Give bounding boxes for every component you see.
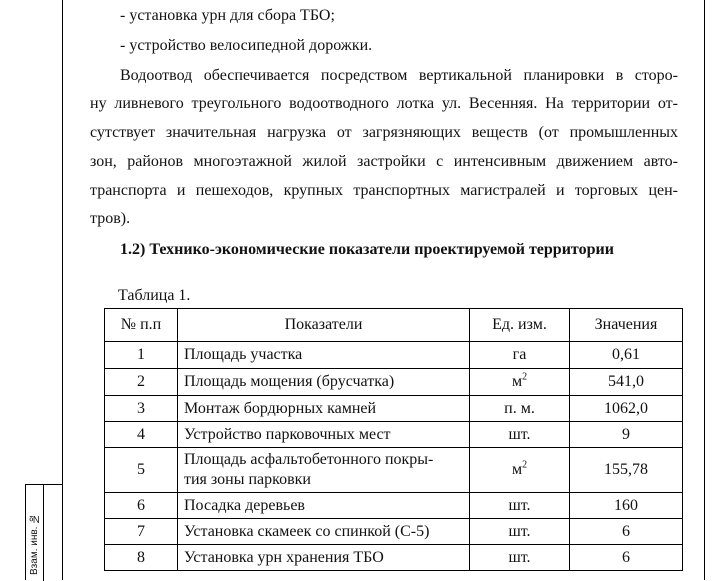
indicator-line: Площадь асфальтобетонного покры- [184,451,434,468]
row-unit: шт. [470,493,570,519]
row-value: 9 [570,422,683,448]
unit-text: м [511,373,523,390]
row-indicator: Монтаж бордюрных камней [178,396,470,422]
paragraph-line: Водоотвод обеспечивается посредством вертикальной планировки в сторо- [120,67,678,84]
table-row [105,342,683,369]
unit-text: м [511,461,523,478]
row-number: 7 [105,519,178,545]
row-indicator: Посадка деревьев [178,493,470,519]
bullet-line: - установка урн для сбора ТБО; [120,7,335,24]
row-value: 541,0 [570,369,683,396]
row-unit: га [470,342,570,369]
row-number: 4 [105,422,178,448]
table-row [105,545,683,571]
table-caption: Таблица 1. [118,287,191,304]
stamp-label: Взам. инв. № [29,512,40,575]
row-value: 6 [570,519,683,545]
paragraph-line: зон, районов многоэтажной жилой застройки с интенсивным движением авто- [90,153,678,170]
table-row [105,422,683,448]
row-indicator: Площадь мощения (брусчатка) [178,369,470,396]
paragraph-line: сутствует значительная нагрузка от загрязняющих веществ (от промышленных [90,124,678,141]
row-unit: шт. [470,519,570,545]
bullet-line: - устройство велосипедной дорожки. [120,37,373,54]
row-number: 2 [105,369,178,396]
table-header-row [105,309,683,342]
paragraph-line: транспорта и пешеходов, крупных транспортных магистралей и торговых цен- [90,182,678,199]
row-indicator: Площадь участка [178,342,470,369]
page-frame-right [704,0,705,580]
row-value: 0,61 [570,342,683,369]
row-value: 160 [570,493,683,519]
section-heading: 1.2) Технико-экономические показатели проектируемой территории [120,241,614,258]
row-unit: шт. [470,422,570,448]
row-unit [470,369,570,396]
header-cell-unit: Ед. изм. [470,309,570,342]
title-block-column [25,484,62,580]
row-unit [470,448,570,493]
indicator-line: тия зоны парковки [184,471,311,488]
row-number: 3 [105,396,178,422]
indicators-table [104,308,683,571]
row-value: 155,78 [570,448,683,493]
table-row [105,519,683,545]
row-unit: п. м. [470,396,570,422]
row-indicator: Устройство парковочных мест [178,422,470,448]
row-indicator: Установка скамеек со спинкой (С-5) [178,519,470,545]
row-indicator: Установка урн хранения ТБО [178,545,470,571]
header-cell-value: Значения [570,309,683,342]
header-cell-number: № п.п [105,309,178,342]
title-block-divider [43,485,44,581]
table-row [105,396,683,422]
table-row [105,448,683,493]
row-number: 5 [105,448,178,493]
page-frame-left [62,0,63,580]
paragraph-line: ну ливневого треугольного водоотводного лотка ул. Весенняя. На территории от- [90,95,678,112]
row-number: 6 [105,493,178,519]
table-row [105,369,683,396]
unit-superscript: 2 [522,459,528,471]
unit-superscript: 2 [522,371,528,383]
row-indicator [178,448,470,493]
row-unit: шт. [470,545,570,571]
table-row [105,493,683,519]
row-number: 8 [105,545,178,571]
row-value: 1062,0 [570,396,683,422]
paragraph-line: тров). [90,210,131,227]
header-cell-indicator: Показатели [178,309,470,342]
row-number: 1 [105,342,178,369]
row-value: 6 [570,545,683,571]
